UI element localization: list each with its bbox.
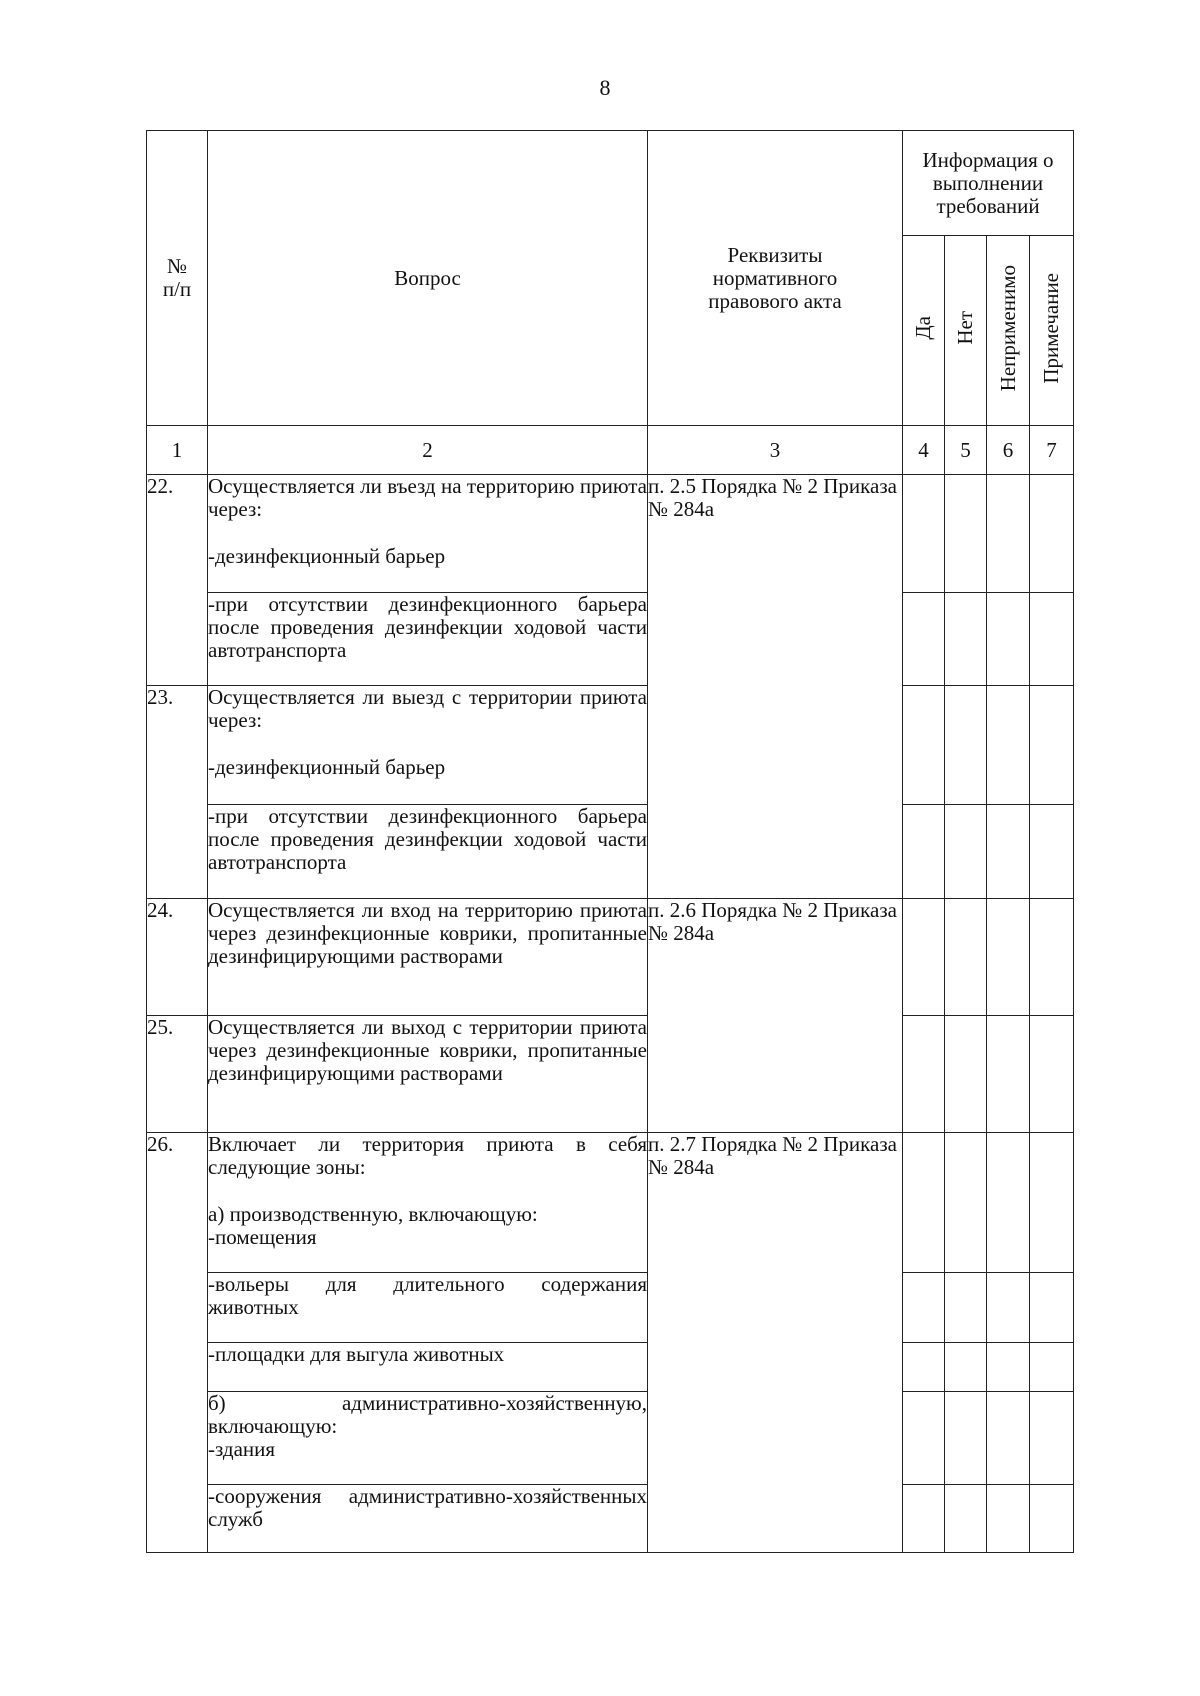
- answer-na-cell[interactable]: [987, 805, 1030, 899]
- answer-yes-cell[interactable]: [903, 593, 945, 686]
- table-row: [147, 1343, 1074, 1392]
- answer-yes-cell[interactable]: [903, 1016, 945, 1133]
- table-row: [147, 1016, 1074, 1133]
- requirements-checklist-table: [146, 130, 1074, 1553]
- question-cell: -при отсутствии дезинфекционного барьера после проведения дезинфекции ходовой части автотранспорта: [208, 593, 648, 686]
- row-number: 23.: [147, 686, 208, 899]
- answer-na-cell[interactable]: [987, 1343, 1030, 1392]
- answer-na-cell[interactable]: [987, 1273, 1030, 1343]
- header-requisites: Реквизиты нормативного правового акта: [648, 131, 903, 426]
- answer-no-cell[interactable]: [945, 1485, 987, 1553]
- answer-yes-cell[interactable]: [903, 686, 945, 805]
- reference-cell: п. 2.5 Порядка № 2 Приказа № 284а: [648, 475, 903, 899]
- answer-yes-cell[interactable]: [903, 1133, 945, 1273]
- note-cell[interactable]: [1030, 1392, 1074, 1485]
- table-row: [147, 686, 1074, 805]
- note-cell[interactable]: [1030, 805, 1074, 899]
- question-cell: -площадки для выгула животных: [208, 1343, 648, 1392]
- answer-no-cell[interactable]: [945, 1016, 987, 1133]
- column-number: 7: [1030, 426, 1074, 475]
- question-cell: Осуществляется ли выезд с территории приюта через: -дезинфекционный барьер: [208, 686, 648, 805]
- answer-yes-cell[interactable]: [903, 805, 945, 899]
- answer-yes-cell[interactable]: [903, 475, 945, 593]
- row-number: 26.: [147, 1133, 208, 1553]
- note-cell[interactable]: [1030, 1485, 1074, 1553]
- answer-na-cell[interactable]: [987, 1016, 1030, 1133]
- column-number: 3: [648, 426, 903, 475]
- answer-yes-cell[interactable]: [903, 1343, 945, 1392]
- table-row: [147, 1133, 1074, 1273]
- answer-na-cell[interactable]: [987, 475, 1030, 593]
- header-not-applicable: Неприменимо: [987, 236, 1030, 426]
- table-row: [147, 1485, 1074, 1553]
- note-cell[interactable]: [1030, 686, 1074, 805]
- answer-no-cell[interactable]: [945, 593, 987, 686]
- question-cell: Осуществляется ли вход на территорию приюта через дезинфекционные коврики, пропитанные дезинфицирующими растворами: [208, 899, 648, 1016]
- table-row: [147, 899, 1074, 1016]
- header-note: Примечание: [1030, 236, 1074, 426]
- header-yes: Да: [903, 236, 945, 426]
- answer-no-cell[interactable]: [945, 1392, 987, 1485]
- header-num: № п/п: [147, 131, 208, 426]
- row-number: 24.: [147, 899, 208, 1016]
- question-cell: -сооружения административно-хозяйственных служб: [208, 1485, 648, 1553]
- answer-yes-cell[interactable]: [903, 899, 945, 1016]
- header-question: Вопрос: [208, 131, 648, 426]
- note-cell[interactable]: [1030, 1343, 1074, 1392]
- column-numbers-row: [147, 426, 1074, 475]
- table-row: [147, 593, 1074, 686]
- note-cell[interactable]: [1030, 593, 1074, 686]
- table-row: [147, 1392, 1074, 1485]
- table-row: [147, 805, 1074, 899]
- answer-no-cell[interactable]: [945, 1343, 987, 1392]
- answer-na-cell[interactable]: [987, 593, 1030, 686]
- note-cell[interactable]: [1030, 899, 1074, 1016]
- answer-na-cell[interactable]: [987, 899, 1030, 1016]
- note-cell[interactable]: [1030, 1133, 1074, 1273]
- reference-cell: п. 2.6 Порядка № 2 Приказа № 284а: [648, 899, 903, 1133]
- header-info: Информация о выполнении требований: [903, 131, 1074, 236]
- question-cell: -вольеры для длительного содержания животных: [208, 1273, 648, 1343]
- note-cell[interactable]: [1030, 1273, 1074, 1343]
- answer-no-cell[interactable]: [945, 475, 987, 593]
- answer-no-cell[interactable]: [945, 899, 987, 1016]
- answer-na-cell[interactable]: [987, 1485, 1030, 1553]
- table-row: [147, 1273, 1074, 1343]
- answer-no-cell[interactable]: [945, 805, 987, 899]
- row-number: 22.: [147, 475, 208, 686]
- row-number: 25.: [147, 1016, 208, 1133]
- answer-no-cell[interactable]: [945, 686, 987, 805]
- column-number: 6: [987, 426, 1030, 475]
- question-cell: б) административно-хозяйственную, включающую: -здания: [208, 1392, 648, 1485]
- answer-na-cell[interactable]: [987, 1392, 1030, 1485]
- column-number: 4: [903, 426, 945, 475]
- column-number: 1: [147, 426, 208, 475]
- question-cell: -при отсутствии дезинфекционного барьера после проведения дезинфекции ходовой части автотранспорта: [208, 805, 648, 899]
- note-cell[interactable]: [1030, 475, 1074, 593]
- reference-cell: п. 2.7 Порядка № 2 Приказа № 284а: [648, 1133, 903, 1553]
- question-cell: Осуществляется ли въезд на территорию приюта через: -дезинфекционный барьер: [208, 475, 648, 593]
- answer-na-cell[interactable]: [987, 1133, 1030, 1273]
- header-no: Нет: [945, 236, 987, 426]
- answer-no-cell[interactable]: [945, 1273, 987, 1343]
- column-number: 5: [945, 426, 987, 475]
- answer-yes-cell[interactable]: [903, 1392, 945, 1485]
- answer-no-cell[interactable]: [945, 1133, 987, 1273]
- page-number: 8: [599, 75, 611, 100]
- note-cell[interactable]: [1030, 1016, 1074, 1133]
- answer-yes-cell[interactable]: [903, 1273, 945, 1343]
- column-number: 2: [208, 426, 648, 475]
- question-cell: Включает ли территория приюта в себя следующие зоны: а) производственную, включающую: -помещения: [208, 1133, 648, 1273]
- answer-na-cell[interactable]: [987, 686, 1030, 805]
- answer-yes-cell[interactable]: [903, 1485, 945, 1553]
- question-cell: Осуществляется ли выход с территории приюта через дезинфекционные коврики, пропитанные дезинфицирующими растворами: [208, 1016, 648, 1133]
- table-row: [147, 475, 1074, 593]
